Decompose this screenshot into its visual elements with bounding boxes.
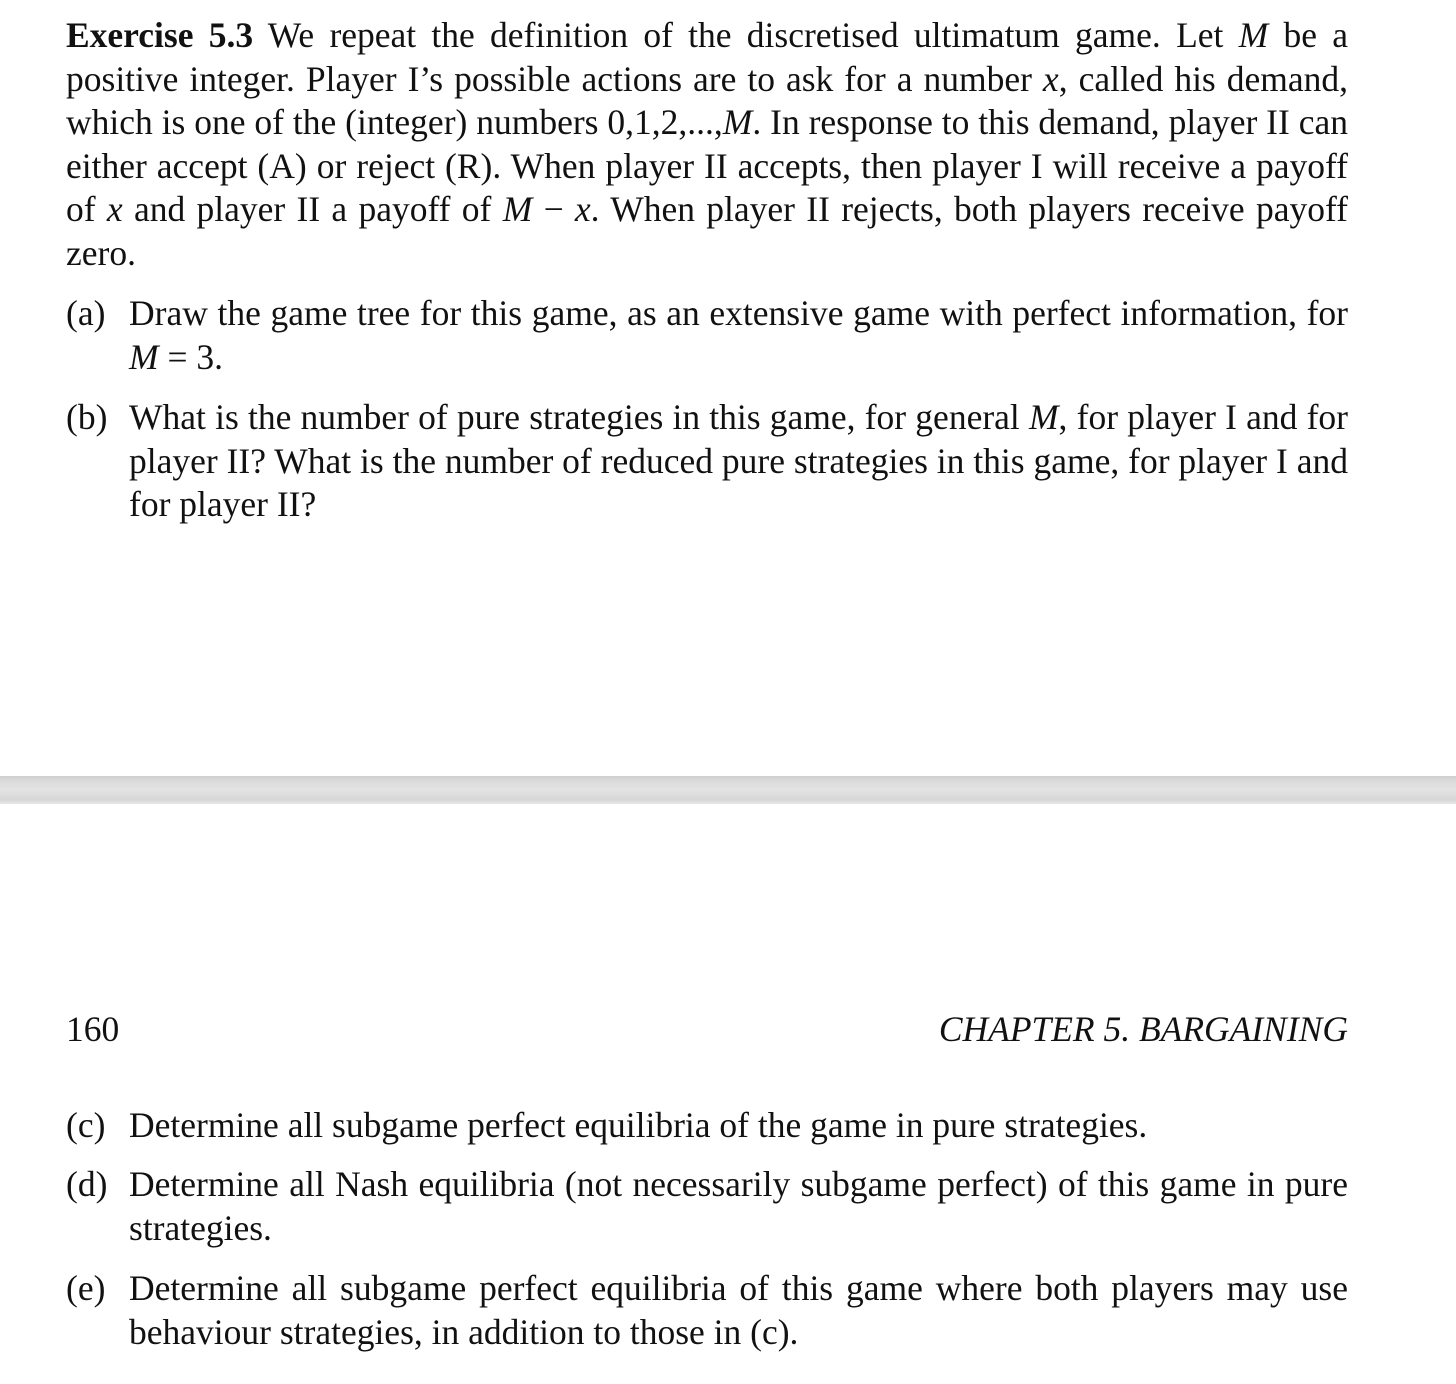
exercise-part-a — [66, 292, 1348, 379]
exercise-label: Exercise 5.3 — [66, 15, 254, 55]
math-var: M — [502, 189, 533, 230]
math-var: x — [106, 189, 123, 230]
math-operator: − — [532, 189, 575, 230]
exercise-text: be a positive integer. Player I’s possible actions are to ask for a number — [66, 15, 1349, 99]
part-text: Determine all subgame perfect equilibria of this game where both players may use behaviour strategies, in addition to those in (c). — [129, 1268, 1348, 1352]
part-marker: (a) — [66, 293, 106, 333]
page-separator — [0, 776, 1456, 804]
part-body — [129, 396, 1348, 527]
exercise-part-e — [66, 1267, 1348, 1354]
part-body — [129, 292, 1348, 379]
part-text: Determine all subgame perfect equilibria of the game in pure strategies. — [129, 1105, 1148, 1145]
math-var: M — [129, 336, 159, 377]
part-marker: (b) — [66, 397, 108, 437]
exercise-text: . In response to this demand, player II can either accept (A) or reject (R). When player II accepts, then player I will receive a payoff of — [66, 102, 1348, 230]
math-var: x — [574, 189, 591, 230]
math-var: M — [1028, 397, 1059, 437]
part-text: Determine all Nash equilibria (not necessarily subgame perfect) of this game in pure strategies. — [129, 1164, 1348, 1248]
exercise-part-d — [66, 1163, 1348, 1250]
chapter-title: CHAPTER 5. BARGAINING — [938, 1009, 1348, 1049]
math-var: M — [722, 102, 753, 143]
part-text: What is the number of pure strategies in this game, for general — [129, 397, 1029, 437]
exercise-part-c — [66, 1104, 1348, 1148]
part-marker: (e) — [66, 1268, 106, 1308]
part-marker: (c) — [66, 1105, 106, 1145]
exercise-text: . When player II rejects, both players receive payoff zero. — [66, 189, 1348, 273]
exercise-part-b — [66, 396, 1348, 527]
math-var: x — [1042, 58, 1059, 99]
part-text: Draw the game tree for this game, as an extensive game with perfect information, for — [129, 293, 1348, 333]
math-var: M — [1238, 15, 1269, 55]
exercise-text: We repeat the definition of the discretised ultimatum game. Let — [253, 15, 1239, 55]
part-marker: (d) — [66, 1164, 108, 1204]
exercise-paragraph — [66, 14, 1348, 276]
exercise-text: , called his demand, which is one of the (integer) numbers 0,1,2,..., — [66, 58, 1349, 143]
page-number: 160 — [66, 1009, 120, 1049]
exercise-text: and player II a payoff of — [122, 189, 503, 230]
part-text: , for player I and for player II? What is the number of reduced pure strategies in this game, for player I and for player II? — [129, 397, 1348, 525]
part-text: = 3. — [158, 336, 223, 377]
